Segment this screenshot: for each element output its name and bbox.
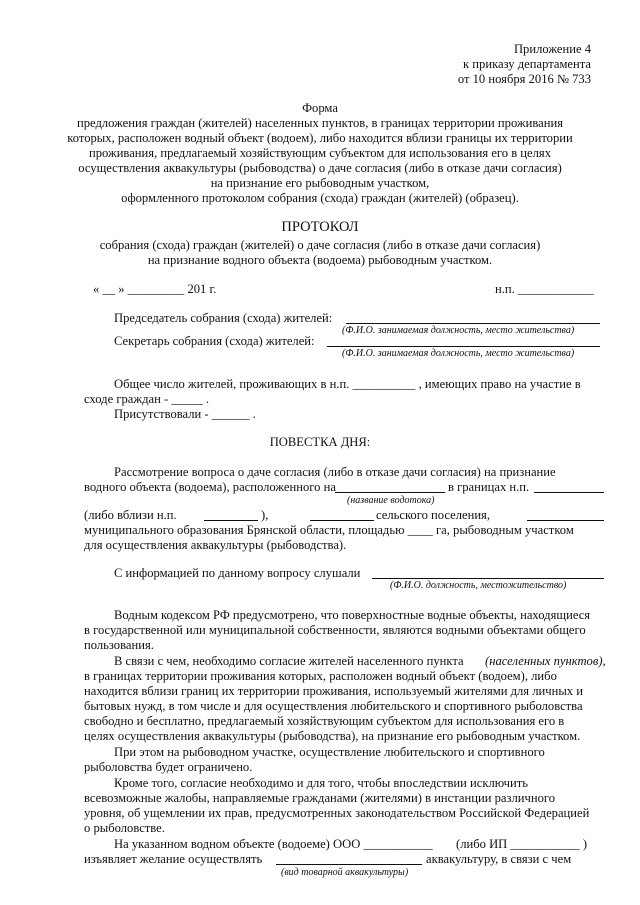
body-line: В связи с чем, необходимо согласие жителей населенного пункта xyxy=(114,654,464,668)
body-line: рыболовства будет ограничено. xyxy=(84,760,253,774)
secretary-label: Секретарь собрания (схода) жителей: xyxy=(114,334,315,348)
form-header-line: осуществления аквакультуры (рыбоводства) о даче согласия (либо в отказе дачи согласия) xyxy=(78,161,562,175)
agenda-line-4: муниципального образования Брянской области, площадью ____ га, рыбоводным участком xyxy=(84,523,574,537)
extra-field[interactable] xyxy=(527,520,604,521)
form-title: Форма xyxy=(302,101,338,115)
chairman-label: Председатель собрания (схода) жителей: xyxy=(114,311,333,325)
residents-line-2: сходе граждан - _____ . xyxy=(84,392,210,406)
present-line: Присутствовали - ______ . xyxy=(114,407,256,421)
water-hint: (название водотока) xyxy=(347,495,435,506)
body-line: аквакультуру, в связи с чем xyxy=(426,852,572,866)
agenda-line-5: для осуществления аквакультуры (рыбоводства). xyxy=(84,538,347,552)
body-line: целях осуществления аквакультуры (рыбоводства), на признание его рыбоводным участком. xyxy=(84,729,581,743)
rural-settlement-field[interactable] xyxy=(310,520,374,521)
date-field[interactable]: « __ » _________ 201 г. xyxy=(93,282,217,296)
appendix-line-3: от 10 ноября 2016 № 733 xyxy=(457,72,591,86)
body-line: о рыболовстве. xyxy=(84,821,165,835)
form-header-line: которых, расположен водный объект (водоем), либо находится вблизи границы их территории xyxy=(67,131,573,145)
body-line: в границах территории проживания которых, расположен водный объект (водоем), либо xyxy=(84,669,557,683)
body-line: бытовых нужд, в том числе и для осуществления любительского и спортивного рыболовства xyxy=(84,699,583,713)
agenda-line-2a: водного объекта (водоема), расположенного на xyxy=(84,480,336,494)
body-line: Водным кодексом РФ предусмотрено, что поверхностные водные объекты, находящиеся xyxy=(114,608,591,622)
protocol-subtitle-line-1: собрания (схода) граждан (жителей) о даче согласия (либо в отказе дачи согласия) xyxy=(99,238,541,252)
protocol-title: ПРОТОКОЛ xyxy=(281,219,359,235)
protocol-subtitle-line-2: на признание водного объекта (водоема) рыбоводным участком. xyxy=(147,253,493,267)
settlement-field[interactable]: н.п. ____________ xyxy=(495,282,594,296)
form-header-line: проживания, предлагаемый хозяйствующим субъектом для использования его в целях xyxy=(88,146,552,160)
body-line: пользования. xyxy=(84,638,154,652)
settlement-border-field[interactable] xyxy=(534,492,604,493)
body-line: На указанном водном объекте (водоеме) ООО ___________ xyxy=(114,837,433,851)
secretary-hint: (Ф.И.О. занимаемая должность, место жительства) xyxy=(342,348,575,359)
appendix-line-2: к приказу департамента xyxy=(463,57,591,71)
agenda-line-1: Рассмотрение вопроса о даче согласия (либо в отказе дачи согласия) на признание xyxy=(114,465,556,479)
agenda-line-2b: в границах н.п. xyxy=(448,480,530,494)
body-line: изъявляет желание осуществлять xyxy=(84,852,263,866)
aquaculture-field[interactable] xyxy=(276,864,422,865)
agenda-line-3a: (либо вблизи н.п. xyxy=(84,508,177,522)
body-line: При этом на рыбоводном участке, осуществление любительского и спортивного xyxy=(114,745,545,759)
agenda-line-3c: сельского поселения, xyxy=(376,508,491,522)
form-header-line: оформленного протоколом собрания (схода) граждан (жителей) (образец). xyxy=(121,191,519,205)
heard-label: С информацией по данному вопросу слушали xyxy=(114,566,361,580)
chairman-hint: (Ф.И.О. занимаемая должность, место жительства) xyxy=(342,325,575,336)
form-header-line: на признание его рыбоводным участком, xyxy=(210,176,430,190)
body-line: всевозможные жалобы, направляемые гражданами (жителями) в инстанции различного xyxy=(84,791,556,805)
body-line: Кроме того, согласие необходимо и для того, чтобы впоследствии исключить xyxy=(114,776,528,790)
chairman-field[interactable] xyxy=(346,323,600,324)
body-line: находится вблизи границ их территории проживания, используемый жителями для личных и xyxy=(84,684,583,698)
secretary-field[interactable] xyxy=(327,346,600,347)
body-line-italic: (населенных пунктов), xyxy=(485,654,606,668)
near-settlement-field[interactable] xyxy=(204,520,258,521)
body-line: уровня, об ущемлении их прав, предусмотренных законодательством Российской Федерацией xyxy=(84,806,590,820)
body-line: свободно и бесплатно, предлагаемый хозяйствующим субъектом для использования его в xyxy=(84,714,565,728)
agenda-line-3b: ), xyxy=(261,508,269,522)
aquaculture-hint: (вид товарной аквакультуры) xyxy=(281,867,409,878)
body-line: в государственной или муниципальной собственности, являются водными объектами общего xyxy=(84,623,586,637)
body-line: (либо ИП ___________ ) xyxy=(456,837,588,851)
heard-hint: (Ф.И.О. должность, местожительство) xyxy=(390,580,567,591)
water-body-field[interactable] xyxy=(335,492,445,493)
form-header-line: предложения граждан (жителей) населенных пунктов, в границах территории проживания xyxy=(76,116,564,130)
heard-field[interactable] xyxy=(372,578,604,579)
residents-line-1: Общее число жителей, проживающих в н.п. __________ , имеющих право на участие в xyxy=(114,377,581,391)
appendix-line-1: Приложение 4 xyxy=(513,42,591,56)
agenda-title: ПОВЕСТКА ДНЯ: xyxy=(269,435,371,449)
